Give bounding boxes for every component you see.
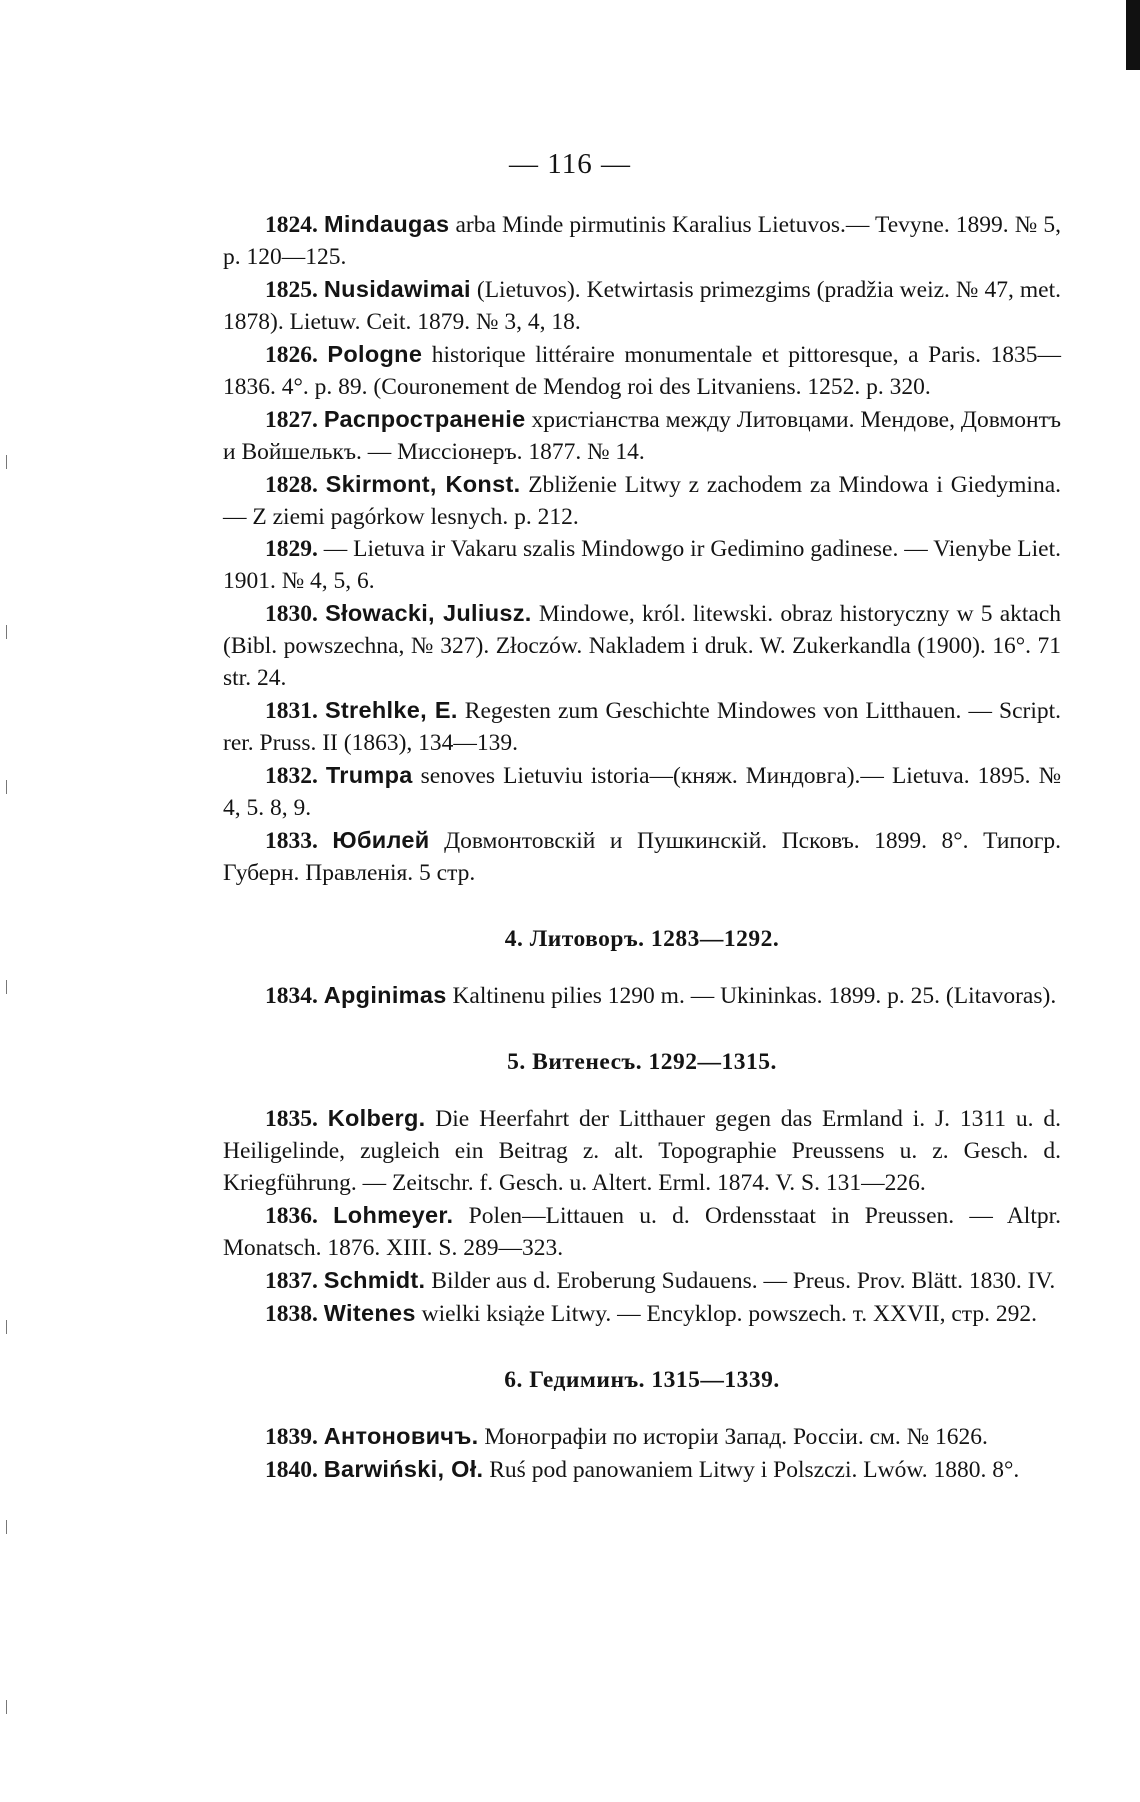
section-heading: 6. Гедиминъ. 1315—1339. — [504, 1367, 780, 1393]
margin-mark — [6, 1520, 13, 1534]
entry-number: 1836. — [265, 1203, 318, 1229]
entry-number: 1838. — [265, 1301, 318, 1327]
margin-mark — [6, 625, 13, 639]
bibliography-entry — [223, 759, 1061, 824]
bibliography-entry — [223, 597, 1061, 694]
entry-text: wielki książe Litwy. — Encyklop. powszech. т. XXVII, стр. 292. — [415, 1301, 1037, 1327]
bibliography-list — [223, 208, 1061, 1486]
entry-text: — Lietuva ir Vakaru szalis Mindowgo ir Gedimino gadinese. — Vienybe Liet. 1901. № 4, 5, 6. — [223, 536, 1061, 594]
entry-text: Zbliženie Litwy z zachodem za Mindowa i Giedymina. — Z ziemi pagórkow lesnych. p. 212. — [223, 472, 1062, 530]
entry-author: Skirmont, Konst. — [325, 471, 521, 497]
bibliography-entry — [223, 1199, 1061, 1264]
margin-mark — [6, 1700, 13, 1714]
bibliography-entry — [223, 403, 1061, 468]
entry-number: 1824. — [265, 212, 318, 238]
bibliography-entry — [223, 1297, 1061, 1330]
bibliography-entry — [223, 1102, 1061, 1199]
entry-number: 1827. — [265, 407, 318, 433]
entry-text: historique littéraire monumentale et pittoresque, a Paris. 1835—1836. 4°. p. 89. (Couronement de Mendog roi des Litvaniens. 1252. p. 320. — [223, 342, 1061, 400]
entry-author: Распространеніе — [323, 406, 526, 432]
entry-number: 1829. — [265, 536, 318, 562]
bibliography-entry — [223, 533, 1061, 597]
bibliography-entry — [223, 208, 1061, 273]
entry-author: Nusidawimai — [323, 276, 471, 302]
entry-author: Kolberg. — [327, 1105, 426, 1131]
section-heading: 4. Литоворъ. 1283—1292. — [504, 926, 780, 952]
entry-author: Pologne — [327, 341, 423, 367]
bibliography-entry — [223, 824, 1061, 889]
section-heading: 5. Витенесъ. 1292—1315. — [507, 1049, 777, 1075]
entry-text: (Lietuvos). Ketwirtasis primezgims (pradžia weiz. № 47, met. 1878). Lietuw. Ceit. 1879. № 3, 4, 18. — [223, 277, 1062, 335]
entry-text: Ruś pod panowaniem Litwy i Polszczi. Lwów. 1880. 8°. — [483, 1457, 1020, 1483]
scan-edge-mark — [1126, 0, 1140, 70]
entry-number: 1832. — [265, 763, 318, 789]
entry-number: 1826. — [265, 342, 318, 368]
bibliography-entry — [223, 468, 1061, 533]
page-number: — 116 — — [509, 148, 631, 180]
entry-text: Mindowe, król. litewski. obraz historyczny w 5 aktach (Bibl. powszechna, № 327). Złoczów. Nakladem i druk. W. Zukerkandla (1900). 16°. 71 str. 24. — [223, 601, 1062, 691]
margin-mark — [6, 455, 13, 469]
entry-text: senoves Lietuviu istoria—(княж. Миндовга).— Lietuva. 1895. № 4, 5. 8, 9. — [223, 763, 1061, 821]
entry-number: 1840. — [265, 1457, 318, 1483]
entry-number: 1837. — [265, 1268, 318, 1294]
entry-author: Trumpa — [325, 762, 413, 788]
entry-text: Die Heerfahrt der Litthauer gegen das Ermland i. J. 1311 u. d. Heiligelinde, zugleich ein Beitrag z. alt. Topographie Preussens u. z. Gesch. d. Kriegführung. — Zeitschr. f. Gesch. u. Altert. Erml. 1874. V. S. 131—226. — [223, 1106, 1061, 1196]
margin-mark — [6, 980, 13, 994]
entry-number: 1828. — [265, 472, 318, 498]
bibliography-entry — [223, 273, 1061, 338]
entry-number: 1835. — [265, 1106, 318, 1132]
entry-author: Barwiński, Oł. — [323, 1456, 484, 1482]
entry-author: Lohmeyer. — [333, 1202, 454, 1228]
entry-number: 1834. — [265, 983, 318, 1009]
entry-number: 1825. — [265, 277, 318, 303]
entry-text: Regesten zum Geschichte Mindowes von Litthauen. — Script. rer. Pruss. II (1863), 134—139. — [223, 698, 1062, 756]
entry-text: arba Minde pirmutinis Karalius Lietuvos.— Tevyne. 1899. № 5, p. 120—125. — [223, 212, 1061, 270]
bibliography-entry — [223, 979, 1061, 1012]
bibliography-entry — [223, 694, 1061, 759]
entry-author: Schmidt. — [323, 1267, 426, 1293]
entry-author: Witenes — [323, 1300, 416, 1326]
entry-author: Юбилей — [332, 827, 430, 853]
entry-author: Słowacki, Juliusz. — [325, 600, 532, 626]
entry-number: 1831. — [265, 698, 318, 724]
entry-text: христіанства между Литовцами. Мендове, Довмонтъ и Войшелькъ. — Миссіонеръ. 1877. № 14. — [223, 407, 1062, 465]
entry-text: Монографіи по исторіи Запад. Россіи. см. № 1626. — [478, 1424, 988, 1450]
entry-author: Apginimas — [323, 982, 447, 1008]
entry-text: Kaltinenu pilies 1290 m. — Ukininkas. 1899. p. 25. (Litavoras). — [446, 983, 1057, 1009]
entry-author: Mindaugas — [323, 211, 450, 237]
entry-text: Bilder aus d. Eroberung Sudauens. — Preus. Prov. Blätt. 1830. IV. — [425, 1268, 1056, 1294]
bibliography-entry — [223, 1453, 1061, 1486]
entry-author: Strehlke, E. — [324, 697, 458, 723]
margin-mark — [6, 1320, 13, 1334]
bibliography-entry — [223, 1420, 1061, 1453]
bibliography-entry — [223, 338, 1061, 403]
entry-number: 1830. — [265, 601, 318, 627]
entry-text: Polen—Littauen u. d. Ordensstaat in Preussen. — Altpr. Monatsch. 1876. XIII. S. 289—323. — [223, 1203, 1062, 1261]
margin-mark — [6, 780, 13, 794]
bibliography-entry — [223, 1264, 1061, 1297]
entry-author: Антоновичъ. — [323, 1423, 479, 1449]
entry-text: Довмонтовскій и Пушкинскій. Псковъ. 1899. 8°. Типогр. Губерн. Правленія. 5 стр. — [223, 828, 1061, 886]
entry-number: 1833. — [265, 828, 318, 854]
entry-number: 1839. — [265, 1424, 318, 1450]
